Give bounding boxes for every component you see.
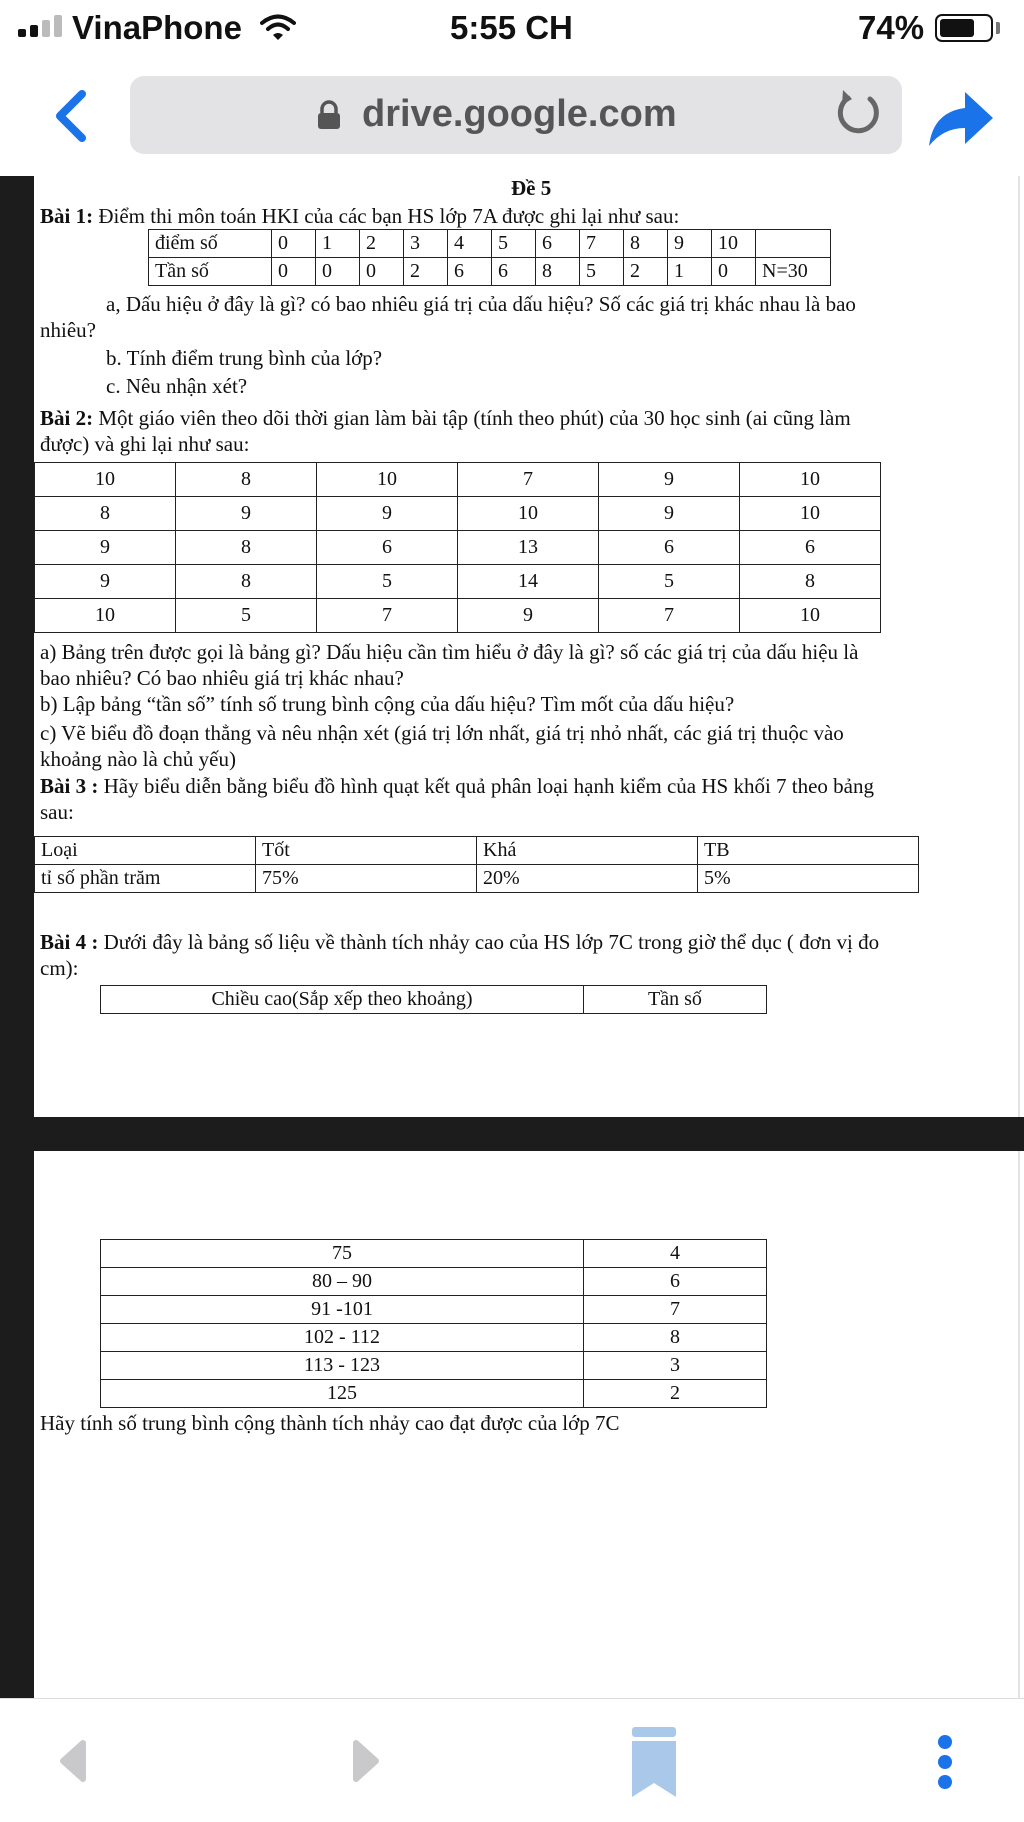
table-cell: Chiều cao(Sắp xếp theo khoảng)	[101, 986, 584, 1014]
back-chevron-icon[interactable]	[48, 88, 98, 144]
bai3-label: Bài 3 :	[40, 774, 99, 798]
table-row	[101, 986, 767, 1014]
table-cell: 3	[404, 230, 448, 258]
battery-level	[940, 19, 974, 37]
bai4-heading	[40, 930, 879, 955]
bai1-question-b: b. Tính điểm trung bình của lớp?	[106, 346, 383, 370]
table-cell: 8	[35, 497, 176, 531]
table-cell: 75	[101, 1240, 584, 1268]
bai1-text: Điểm thi môn toán HKI của các bạn HS lớp 7A được ghi lại như sau:	[98, 204, 680, 228]
table-cell: 113 - 123	[101, 1352, 584, 1380]
table-cell: Tần số	[584, 986, 767, 1014]
table-row	[101, 1352, 767, 1380]
table-cell: 9	[317, 497, 458, 531]
table-cell: 9	[599, 497, 740, 531]
table-cell: 9	[458, 599, 599, 633]
lock-icon	[316, 100, 342, 130]
bai4-header-table	[100, 985, 767, 1014]
table-cell: 5	[580, 258, 624, 286]
table-cell: tỉ số phần trăm	[35, 865, 256, 893]
table-cell: 8	[176, 531, 317, 565]
bai1-heading	[40, 204, 679, 229]
table-cell: 6	[584, 1268, 767, 1296]
share-icon[interactable]	[925, 88, 995, 150]
viewer-left-bar	[0, 176, 34, 1698]
table-row	[35, 865, 919, 893]
battery-percent: 74%	[858, 9, 925, 46]
table-cell: 0	[316, 258, 360, 286]
page-separator	[0, 1117, 1024, 1151]
wifi-icon	[260, 14, 296, 42]
table-cell: 8	[624, 230, 668, 258]
bai3-text-cont: sau:	[40, 800, 74, 824]
table-cell: 1	[668, 258, 712, 286]
table-row	[101, 1296, 767, 1324]
bai3-conduct-table	[34, 836, 919, 893]
table-cell: 6	[740, 531, 881, 565]
table-row	[149, 258, 831, 286]
table-cell: 14	[458, 565, 599, 599]
table-cell: 7	[599, 599, 740, 633]
table-cell: 125	[101, 1380, 584, 1408]
table-cell: 6	[448, 258, 492, 286]
page-edge	[1018, 176, 1020, 1698]
table-cell: 7	[580, 230, 624, 258]
battery-icon	[935, 14, 993, 42]
table-row	[35, 837, 919, 865]
table-cell: 9	[599, 463, 740, 497]
battery-tip	[996, 22, 1000, 34]
table-cell: 1	[316, 230, 360, 258]
table-row	[101, 1240, 767, 1268]
table-cell: 0	[360, 258, 404, 286]
table-cell: 10	[35, 599, 176, 633]
table-cell: 2	[360, 230, 404, 258]
table-cell: 5%	[698, 865, 919, 893]
table-row	[35, 599, 881, 633]
bai2-time-table	[34, 462, 881, 633]
status-bar	[0, 0, 1024, 56]
table-row	[101, 1380, 767, 1408]
bai3-text: Hãy biểu diễn bằng biểu đồ hình quạt kết quả phân loại hạnh kiểm của HS khối 7 theo bảng	[103, 774, 875, 798]
table-cell: 10	[712, 230, 756, 258]
table-cell: 3	[584, 1352, 767, 1380]
table-cell: 91 -101	[101, 1296, 584, 1324]
table-cell: 10	[740, 463, 881, 497]
table-cell: 8	[176, 565, 317, 599]
table-cell: 6	[317, 531, 458, 565]
bai4-question: Hãy tính số trung bình cộng thành tích nhảy cao đạt được của lớp 7C	[40, 1411, 620, 1435]
table-row	[149, 230, 831, 258]
table-cell	[756, 230, 831, 258]
table-cell: 5	[599, 565, 740, 599]
reload-icon[interactable]	[830, 86, 886, 142]
table-cell: 8	[536, 258, 580, 286]
table-cell: 80 – 90	[101, 1268, 584, 1296]
table-cell: 0	[272, 258, 316, 286]
table-cell: 6	[492, 258, 536, 286]
table-cell: 13	[458, 531, 599, 565]
table-cell: 20%	[477, 865, 698, 893]
table-cell: 7	[584, 1296, 767, 1324]
table-cell: 2	[624, 258, 668, 286]
table-cell: 7	[317, 599, 458, 633]
exam-title: Đề 5	[511, 176, 552, 200]
table-cell: Tốt	[256, 837, 477, 865]
table-cell: 5	[492, 230, 536, 258]
table-cell: 9	[35, 565, 176, 599]
table-cell: 4	[448, 230, 492, 258]
clock: 5:55 CH	[450, 9, 573, 46]
bai2-question-a: a) Bảng trên được gọi là bảng gì? Dấu hiệu cần tìm hiểu ở đây là gì? số các giá trị của dấu hiệu là	[40, 640, 859, 664]
bai2-question-c-cont: khoảng nào là chủ yếu)	[40, 747, 236, 771]
table-cell: 75%	[256, 865, 477, 893]
table-cell: 7	[458, 463, 599, 497]
table-cell: 10	[740, 497, 881, 531]
table-cell: 8	[584, 1324, 767, 1352]
bai2-heading	[40, 406, 851, 431]
table-cell: 2	[584, 1380, 767, 1408]
signal-icon	[18, 15, 62, 37]
back-arrow-icon[interactable]	[55, 1737, 89, 1785]
forward-arrow-icon[interactable]	[350, 1737, 384, 1785]
more-options-icon[interactable]	[935, 1734, 955, 1790]
bai2-text: Một giáo viên theo dõi thời gian làm bài tập (tính theo phút) của 30 học sinh (ai cũng làm	[98, 406, 851, 430]
table-row	[35, 497, 881, 531]
bai1-question-a-cont: nhiêu?	[40, 318, 96, 342]
table-cell: TB	[698, 837, 919, 865]
bai1-label: Bài 1:	[40, 204, 94, 228]
table-cell: 102 - 112	[101, 1324, 584, 1352]
table-row	[101, 1324, 767, 1352]
bai4-text-cont: cm):	[40, 956, 79, 980]
table-cell: 9	[668, 230, 712, 258]
browser-toolbar	[0, 1698, 1024, 1822]
table-cell: 8	[176, 463, 317, 497]
table-cell: 0	[272, 230, 316, 258]
table-cell: 6	[599, 531, 740, 565]
bai1-question-a: a, Dấu hiệu ở đây là gì? có bao nhiêu giá trị của dấu hiệu? Số các giá trị khác nhau là bao	[106, 292, 856, 316]
table-cell: 0	[712, 258, 756, 286]
table-row	[101, 1268, 767, 1296]
table-row	[35, 463, 881, 497]
table-cell: 8	[740, 565, 881, 599]
table-cell: Tần số	[149, 258, 272, 286]
bai2-question-a-cont: bao nhiêu? Có bao nhiêu giá trị khác nhau?	[40, 666, 404, 690]
table-cell: Khá	[477, 837, 698, 865]
url-text: drive.google.com	[362, 93, 677, 135]
table-cell: 5	[317, 565, 458, 599]
bai4-text: Dưới đây là bảng số liệu về thành tích nhảy cao của HS lớp 7C trong giờ thể dục ( đơn vị đo	[103, 930, 880, 954]
table-cell: 9	[176, 497, 317, 531]
bai2-text-cont: được) và ghi lại như sau:	[40, 432, 250, 456]
address-bar[interactable]	[130, 76, 902, 154]
table-row	[35, 531, 881, 565]
table-cell: điểm số	[149, 230, 272, 258]
table-cell: 4	[584, 1240, 767, 1268]
table-cell: 5	[176, 599, 317, 633]
bai1-score-table	[148, 229, 831, 286]
bookmark-icon[interactable]	[630, 1727, 678, 1799]
table-cell: Loại	[35, 837, 256, 865]
table-row	[35, 565, 881, 599]
table-cell: 10	[740, 599, 881, 633]
bai4-label: Bài 4 :	[40, 930, 99, 954]
bai2-question-c: c) Vẽ biểu đồ đoạn thẳng và nêu nhận xét (giá trị lớn nhất, giá trị nhỏ nhất, các giá trị thuộc vào	[40, 721, 844, 745]
bai3-heading	[40, 774, 874, 799]
carrier-name: VinaPhone	[72, 9, 242, 46]
table-cell: N=30	[756, 258, 831, 286]
bai4-height-table	[100, 1239, 767, 1408]
table-cell: 10	[35, 463, 176, 497]
table-cell: 6	[536, 230, 580, 258]
bai1-question-c: c. Nêu nhận xét?	[106, 374, 248, 398]
bai2-question-b: b) Lập bảng “tần số” tính số trung bình cộng của dấu hiệu? Tìm mốt của dấu hiệu?	[40, 692, 735, 716]
bai2-label: Bài 2:	[40, 406, 94, 430]
table-cell: 9	[35, 531, 176, 565]
table-cell: 10	[458, 497, 599, 531]
table-cell: 2	[404, 258, 448, 286]
table-cell: 10	[317, 463, 458, 497]
